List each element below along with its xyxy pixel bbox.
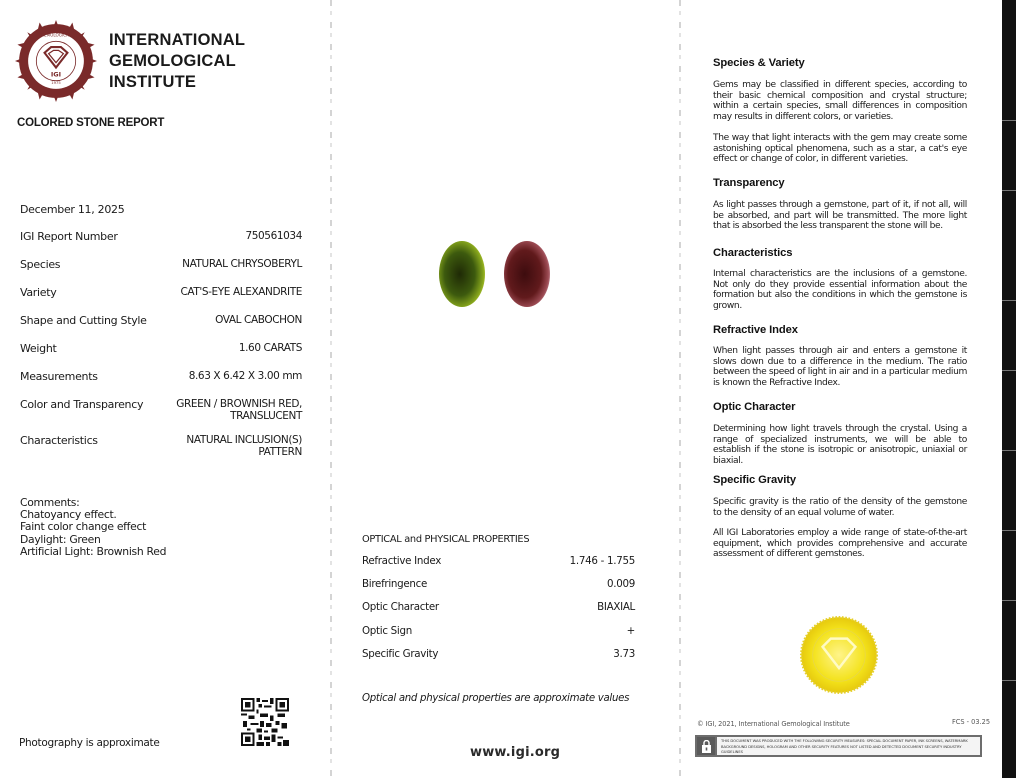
field-value: CAT'S-EYE ALEXANDRITE — [180, 286, 302, 298]
fold-line — [330, 0, 332, 778]
fold-line — [679, 0, 681, 778]
brand-line: INTERNATIONAL — [109, 31, 246, 49]
svg-text:1975: 1975 — [51, 80, 61, 85]
svg-text:GEMOLOGICAL: GEMOLOGICAL — [40, 32, 72, 38]
property-value: BIAXIAL — [597, 601, 635, 613]
lock-icon — [697, 737, 715, 755]
property-label: Birefringence — [362, 578, 428, 590]
comment-line: Daylight: Green — [20, 532, 101, 546]
field-label: Shape and Cutting Style — [20, 314, 147, 327]
gem-daylight — [439, 241, 485, 307]
security-notice-text: THIS DOCUMENT WAS PRODUCED WITH THE FOLLOWING SECURITY MEASURES: SPECIAL DOCUMENT PAPER, INK SCREENS, WATERMARK BACKGROUND DESIGNS, HOLOGRAM AND OTHER SECURITY FEATURES NOT LISTED AND DETECTED DOCUMENT SECURITY INDUSTRY GUIDELINES — [717, 737, 980, 755]
field-value-line: GREEN / BROWNISH RED, — [176, 398, 302, 410]
field-value: 1.60 CARATS — [238, 342, 302, 354]
field-value: 8.63 X 6.42 X 3.00 mm — [188, 370, 302, 382]
field-label: Measurements — [20, 370, 98, 383]
background-edge — [1002, 0, 1016, 778]
report-date: December 11, 2025 — [20, 203, 125, 216]
glossary-heading-specific-gravity: Specific Gravity — [713, 474, 796, 486]
form-code: FCS - 03.25 — [952, 718, 991, 726]
institute-name — [109, 30, 245, 93]
field-label: Species — [20, 258, 61, 271]
glossary-text: Internal characteristics are the inclusions of a gemstone. Not only do they provide essential information about the formation but also the conditions in which the gemstone is grown. — [713, 269, 967, 311]
field-value: NATURAL CHRYSOBERYL — [182, 258, 302, 270]
property-label: Specific Gravity — [362, 648, 439, 660]
property-value: + — [626, 625, 635, 637]
glossary-heading-transparency: Transparency — [713, 177, 785, 189]
field-label: Characteristics — [20, 434, 98, 447]
field-value: 750561034 — [245, 230, 302, 242]
comments-block — [20, 497, 166, 558]
glossary-text: Determining how light travels through the crystal. Using a range of specialized instruments, we will be able to establish if the stone is isotropic or anisotropic, uniaxial or biaxial. — [713, 424, 967, 466]
report-panel-middle — [330, 0, 680, 778]
field-label: IGI Report Number — [20, 230, 118, 243]
glossary-text: When light passes through air and enters a gemstone it slows down due to a difference in the medium. The ratio between the speed of light in air and in a particular medium is known the Refractive Index. — [713, 346, 967, 388]
comment-line: Faint color change effect — [20, 520, 147, 534]
glossary-heading-optic-character: Optic Character — [713, 401, 796, 413]
website-link[interactable]: www.igi.org — [470, 745, 561, 760]
property-label: Optic Character — [362, 601, 439, 613]
property-value: 3.73 — [613, 648, 635, 660]
field-label: Variety — [20, 286, 57, 299]
field-value: OVAL CABOCHON — [215, 314, 302, 326]
glossary-text: All IGI Laboratories employ a wide range of state-of-the-art equipment, which provides comprehensive and accurate assessment of different gemstones. — [713, 528, 967, 560]
field-value-line: PATTERN — [258, 446, 302, 458]
gold-hologram-seal — [798, 614, 880, 696]
glossary-heading-species-variety: Species & Variety — [713, 57, 805, 69]
qr-code[interactable] — [240, 698, 290, 746]
glossary-heading-characteristics: Characteristics — [713, 247, 793, 259]
gemstone-photo — [430, 228, 570, 320]
glossary-heading-refractive-index: Refractive Index — [713, 324, 798, 336]
field-value — [176, 398, 302, 422]
field-value-line: TRANSLUCENT — [230, 410, 302, 422]
igi-seal-logo — [15, 20, 97, 102]
glossary-text: Gems may be classified in different species, according to their basic chemical composition and crystal structure; within a certain species, small differences in composition may results in different colors, or varieties. — [713, 80, 967, 122]
field-value — [186, 434, 302, 458]
property-label: Optic Sign — [362, 625, 412, 637]
svg-text:IGI: IGI — [50, 70, 62, 79]
property-value: 1.746 - 1.755 — [569, 555, 635, 567]
properties-disclaimer: Optical and physical properties are approximate values — [362, 693, 630, 704]
property-label: Refractive Index — [362, 555, 442, 567]
comments-title: Comments: — [20, 496, 80, 509]
property-value: 0.009 — [607, 578, 635, 590]
copyright-notice: © IGI, 2021, International Gemological Institute — [697, 720, 850, 728]
brand-line: INSTITUTE — [109, 73, 197, 91]
comment-line: Artificial Light: Brownish Red — [20, 544, 167, 558]
comment-line: Chatoyancy effect. — [20, 508, 117, 522]
gem-artificial — [504, 241, 550, 307]
glossary-text: Specific gravity is the ratio of the density of the gemstone to the density of an equal volume of water. — [713, 497, 967, 518]
field-value-line: NATURAL INCLUSION(S) — [186, 434, 302, 446]
field-label: Color and Transparency — [20, 398, 144, 411]
brand-line: GEMOLOGICAL — [109, 52, 236, 70]
glossary-text: As light passes through a gemstone, part of it, if not all, will be absorbed, and part will be transmitted. The more light that is absorbed the less transparent the stone will be. — [713, 200, 967, 232]
properties-title: OPTICAL and PHYSICAL PROPERTIES — [362, 534, 530, 545]
photography-note: Photography is approximate — [19, 737, 160, 749]
report-type-title: COLORED STONE REPORT — [17, 117, 165, 129]
field-label: Weight — [20, 342, 57, 355]
security-notice-bar — [695, 735, 982, 757]
glossary-text: The way that light interacts with the gem may create some astonishing optical phenomena, such as a star, a cat's eye effect or change of color, in different varieties. — [713, 133, 967, 165]
